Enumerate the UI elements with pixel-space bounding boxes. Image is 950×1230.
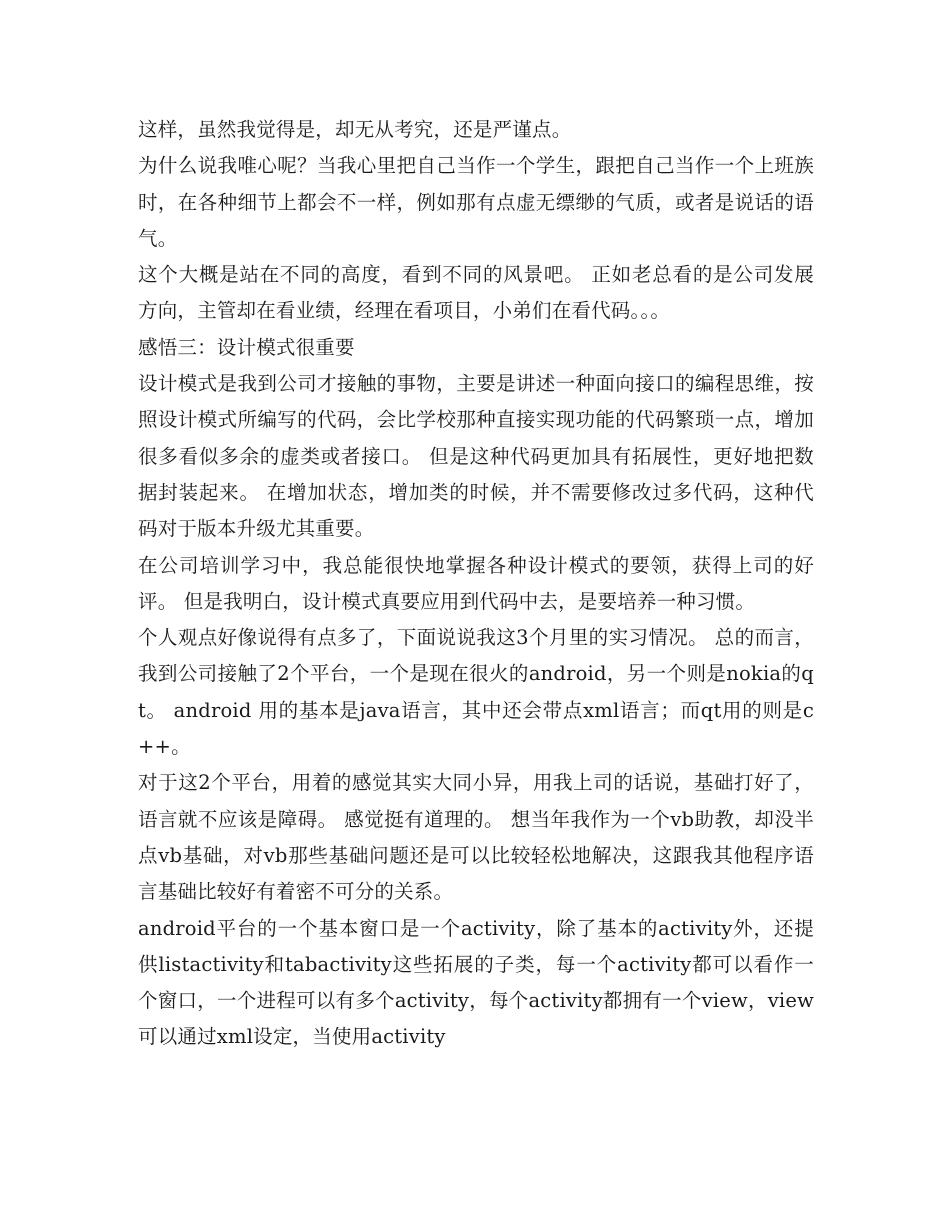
paragraph-5: 设计模式是我到公司才接触的事物，主要是讲述一种面向接口的编程思维，按照设计模式所编写的代码，会比学校那种直接实现功能的代码繁琐一点，增加很多看似多余的虚类或者接口。 但是这种代码更加具有拓展性，更好地把数据封装起来。 在增加状态，增加类的时候，并不需要修改过多代码，这种代码对于版本升级尤其重要。 bbox=[138, 372, 814, 541]
paragraph-1: 这样，虽然我觉得是，却无从考究，还是严谨点。 bbox=[138, 118, 572, 141]
paragraph-8: 对于这2个平台，用着的感觉其实大同小异，用我上司的话说，基础打好了，语言就不应该是障碍。 感觉挺有道理的。 想当年我作为一个vb助教，却没半点vb基础，对vb那些基础问题还是可以比较轻松地解决，这跟我其他程序语言基础比较好有着密不可分的关系。 bbox=[138, 771, 814, 904]
paragraph-9: android平台的一个基本窗口是一个activity，除了基本的activity外，还提供listactivity和tabactivity这些拓展的子类，每一个activity都可以看作一个窗口，一个进程可以有多个activity，每个activity都拥有一个view，view可以通过xml设定，当使用activity bbox=[138, 916, 814, 1049]
paragraph-7: 个人观点好像说得有点多了，下面说说我这3个月里的实习情况。 总的而言，我到公司接触了2个平台，一个是现在很火的android，另一个则是nokia的qt。 android 用的基本是java语言，其中还会带点xml语言；而qt用的则是c++。 bbox=[138, 626, 814, 759]
document-body bbox=[138, 112, 814, 1056]
section-heading: 感悟三：设计模式很重要 bbox=[138, 335, 355, 359]
paragraph-6: 在公司培训学习中，我总能很快地掌握各种设计模式的要领，获得上司的好评。 但是我明白，设计模式真要应用到代码中去，是要培养一种习惯。 bbox=[138, 553, 814, 613]
paragraph-2: 为什么说我唯心呢？当我心里把自己当作一个学生，跟把自己当作一个上班族时，在各种细节上都会不一样，例如那有点虚无缥缈的气质，或者是说话的语气。 bbox=[138, 154, 814, 250]
paragraph-3: 这个大概是站在不同的高度，看到不同的风景吧。 正如老总看的是公司发展方向，主管却在看业绩，经理在看项目，小弟们在看代码。。。 bbox=[138, 263, 814, 323]
